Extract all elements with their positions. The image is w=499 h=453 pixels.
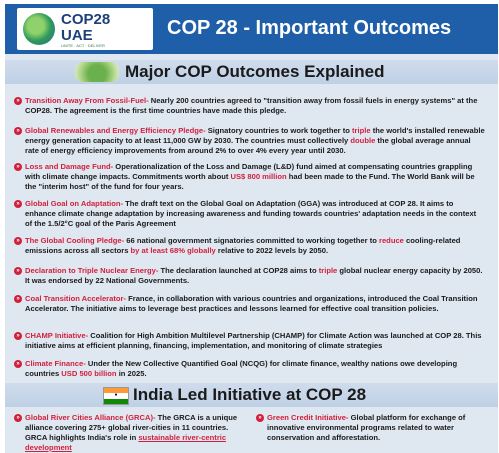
item-heading: Global Goal on Adaptation- <box>25 199 124 208</box>
section-header-india-initiative <box>5 383 498 407</box>
chevron-right-icon: » <box>14 295 22 303</box>
item-heading: Coal Transition Accelerator- <box>25 294 126 303</box>
item-text: the world's installed renewable energy generation capacity to at least 11,000 GW by 2030. The countries must collectively <box>25 126 485 145</box>
item-text: in 2025. <box>116 369 147 378</box>
chevron-right-icon: » <box>14 163 22 171</box>
item-text: global nuclear energy capacity by 2050. It was endorsed by 22 National Governments. <box>25 266 483 285</box>
content-area <box>5 54 498 453</box>
chevron-right-icon: » <box>14 97 22 105</box>
item-heading: Transition Away From Fossil-Fuel- <box>25 96 149 105</box>
chevron-right-icon: » <box>14 127 22 135</box>
chevron-right-icon: » <box>14 237 22 245</box>
section-header-major-outcomes <box>5 60 498 84</box>
chevron-right-icon: » <box>14 414 22 422</box>
highlight: triple <box>352 126 371 135</box>
item-text: had been made to the Fund. The World Bank will be the "interim host" of the fund for four years. <box>25 172 475 191</box>
item-heading: Green Credit Initiative- <box>267 413 349 422</box>
highlight: triple <box>318 266 338 275</box>
highlight: double <box>350 136 376 145</box>
chevron-right-icon: » <box>14 332 22 340</box>
item-text: The GRCA is a unique alliance covering 275+ global river-cities in 11 countries. GRCA highlights India's role in <box>25 413 238 442</box>
india-flag-icon: ● <box>103 387 129 405</box>
logo-line1: COP28 <box>61 11 111 28</box>
chevron-right-icon: » <box>256 414 264 422</box>
item-text: France, in collaboration with various countries and organizations, introduced the Coal Transition Accelerator. The initiative aims to leverage best practices and lessons learned for effective coal transition policies. <box>25 294 478 313</box>
item-text: Signatory countries to work together to <box>205 126 353 135</box>
highlight: reduce <box>379 236 404 245</box>
header-banner <box>5 4 498 54</box>
item-text: relative to 2022 levels by 2050. <box>215 246 329 255</box>
logo-line2: UAE <box>61 27 93 44</box>
earth-plant-icon <box>75 62 119 82</box>
item-text: Under the New Collective Quantified Goal (NCQG) for climate finance, wealthy nations owe developing countries <box>25 359 458 378</box>
item-text: Operationalization of the Loss and Damage (L&D) fund aimed at compensating countries grappling with climate change impacts. Commitments worth about <box>25 162 473 181</box>
highlight: by at least 68% globally <box>130 246 216 255</box>
chevron-right-icon: » <box>14 360 22 368</box>
chevron-right-icon: » <box>14 200 22 208</box>
highlight: US$ 800 million <box>230 172 287 181</box>
item-heading: The Global Cooling Pledge- <box>25 236 125 245</box>
item-text: the global average annual rate of energy efficiency improvements from around 2% to over 4% every year until 2030. <box>25 136 471 155</box>
item-heading: Global River Cities Alliance (GRCA)- <box>25 413 156 422</box>
item-text: Nearly 200 countries agreed to "transition away from fossil fuels in energy systems" at the COP28. The agreement is the first time countries have made this pledge. <box>25 96 478 115</box>
section-title: India Led Initiative at COP 28 <box>133 385 367 404</box>
page-title: COP 28 - Important Outcomes <box>167 17 452 39</box>
item-heading: Climate Finance- <box>25 359 86 368</box>
item-heading: Loss and Damage Fund- <box>25 162 114 171</box>
section-title: Major COP Outcomes Explained <box>125 62 385 81</box>
item-text: 66 national government signatories committed to working together to <box>124 236 379 245</box>
item-text: cooling-related emissions across all sectors <box>25 236 461 255</box>
chevron-right-icon: » <box>14 267 22 275</box>
item-text: Coalition for High Ambition Multilevel Partnership (CHAMP) for Climate Action was launched at COP 28. This initiative aims at efficient planning, financing, implementation, and monitoring of climate strategies <box>25 331 482 350</box>
item-heading: CHAMP Initiative- <box>25 331 89 340</box>
logo-tagline: UNITE · ACT · DELIVER <box>61 43 105 48</box>
cop28-logo <box>17 8 153 50</box>
highlight: sustainable river-centric development <box>25 433 227 452</box>
item-heading: Declaration to Triple Nuclear Energy- <box>25 266 159 275</box>
item-text: The declaration launched at COP28 aims to <box>158 266 319 275</box>
globe-icon <box>23 13 55 45</box>
item-text: Global platform for exchange of innovative environmental programs related to water conservation and afforestation. <box>267 413 466 442</box>
highlight: USD 500 billion <box>61 369 117 378</box>
item-heading: Global Renewables and Energy Efficiency Pledge- <box>25 126 206 135</box>
item-text: The draft text on the Global Goal on Adaptation (GGA) was introduced at COP 28. It aims to enhance climate change adaptation by increasing awareness and funding towards countries' adaptation needs in the context of the 1.5/2°C goal of the Paris Agreement <box>25 199 477 228</box>
